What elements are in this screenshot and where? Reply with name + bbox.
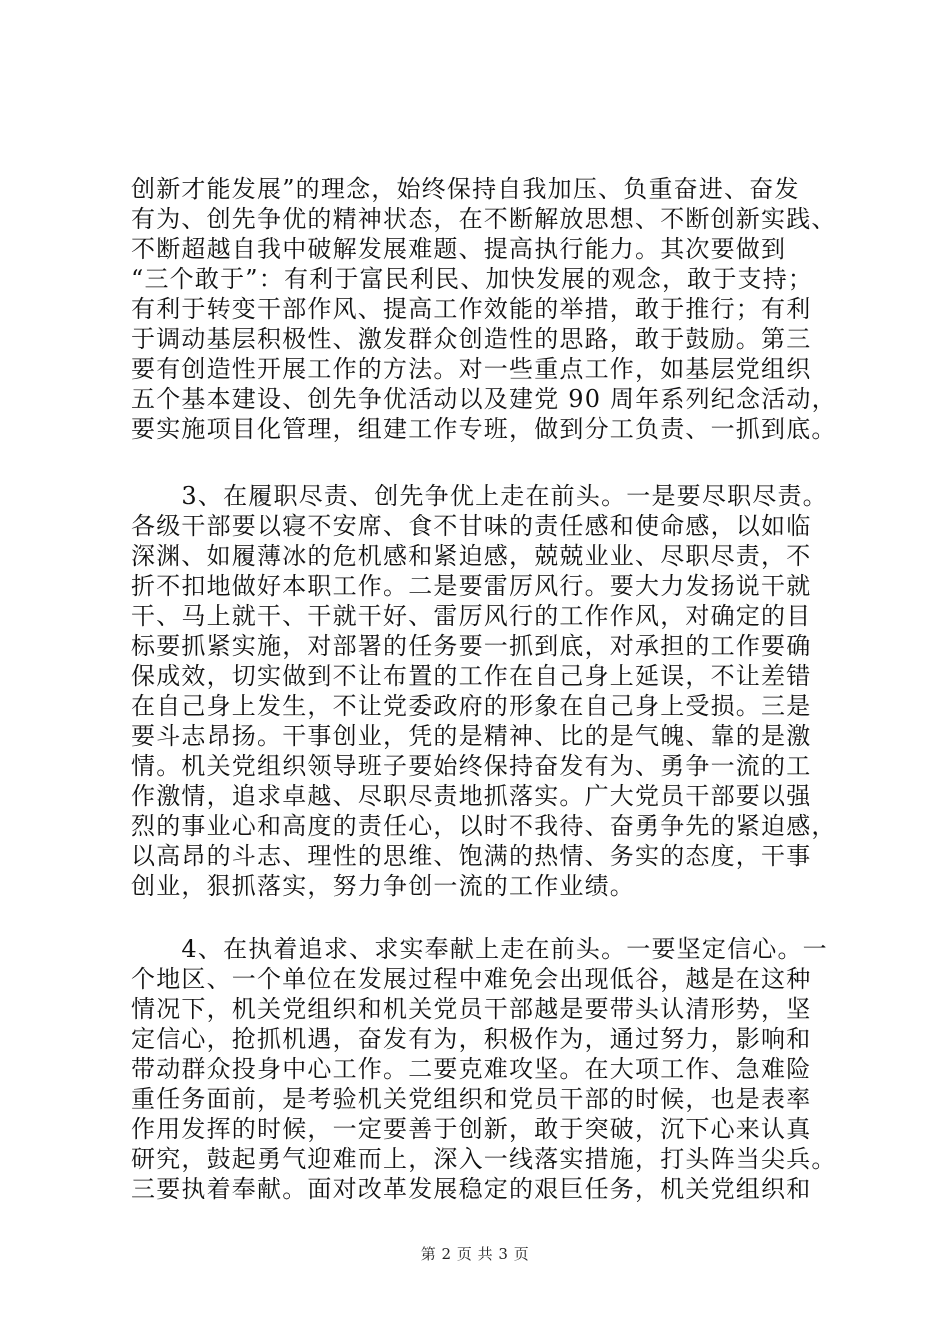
text-line: 重任务面前，是考验机关党组织和党员干部的时候，也是表率 [131, 1085, 812, 1113]
text-line: 保成效，切实做到不让布置的工作在自己身上延误，不让差错 [131, 662, 812, 690]
text-line: 创业，狠抓落实，努力争创一流的工作业绩。 [131, 872, 635, 900]
text-line: 要有创造性开展工作的方法。对一些重点工作，如基层党组织 [131, 355, 812, 383]
text-line: 不断超越自我中破解发展难题、提高执行能力。其次要做到 [131, 235, 787, 263]
text-line: 要实施项目化管理，组建工作专班，做到分工负责、一抓到底。 [131, 415, 837, 443]
text-line: 烈的事业心和高度的责任心，以时不我待、奋勇争先的紧迫感， [131, 812, 837, 840]
text-line: 要斗志昂扬。干事创业，凭的是精神、比的是气魄、靠的是激 [131, 722, 812, 750]
text-line: “三个敢于”：有利于富民利民、加快发展的观念，敢于支持； [131, 265, 814, 293]
text-line: 干、马上就干、干就干好、雷厉风行的工作作风，对确定的目 [131, 602, 812, 630]
text-line: 4、在执着追求、求实奉献上走在前头。一要坚定信心。一 [131, 935, 828, 963]
text-line: 在自己身上发生，不让党委政府的形象在自己身上受损。三是 [131, 692, 812, 720]
text-line: 研究，鼓起勇气迎难而上，深入一线落实措施，打头阵当尖兵。 [131, 1145, 837, 1173]
text-line: 定信心，抢抓机遇，奋发有为，积极作为，通过努力，影响和 [131, 1025, 812, 1053]
text-line: 各级干部要以寝不安席、食不甘味的责任感和使命感，以如临 [131, 512, 812, 540]
text-line: 于调动基层积极性、激发群众创造性的思路，敢于鼓励。第三 [131, 325, 812, 353]
text-line: 作用发挥的时候，一定要善于创新，敢于突破，沉下心来认真 [131, 1115, 812, 1143]
text-line: 3、在履职尽责、创先争优上走在前头。一是要尽职尽责。 [131, 482, 828, 510]
text-line: 创新才能发展”的理念，始终保持自我加压、负重奋进、奋发 [131, 175, 800, 203]
paragraph-4 [131, 934, 837, 1204]
text-line: 五个基本建设、创先争优活动以及建党 90 周年系列纪念活动， [131, 385, 837, 413]
text-line: 带动群众投身中心工作。二要克难攻坚。在大项工作、急难险 [131, 1055, 812, 1083]
text-line: 作激情，追求卓越、尽职尽责地抓落实。广大党员干部要以强 [131, 782, 812, 810]
paragraph-continuation [131, 174, 837, 444]
text-line: 情。机关党组织领导班子要始终保持奋发有为、勇争一流的工 [131, 752, 812, 780]
text-line: 有为、创先争优的精神状态，在不断解放思想、不断创新实践、 [131, 205, 837, 233]
text-line: 个地区、一个单位在发展过程中难免会出现低谷，越是在这种 [131, 965, 812, 993]
text-line: 标要抓紧实施，对部署的任务要一抓到底，对承担的工作要确 [131, 632, 812, 660]
text-line: 情况下，机关党组织和机关党员干部越是要带头认清形势，坚 [131, 995, 812, 1023]
page-footer: 第 2 页 共 3 页 [420, 1245, 530, 1263]
text-line: 三要执着奉献。面对改革发展稳定的艰巨任务，机关党组织和 [131, 1175, 812, 1203]
text-line: 深渊、如履薄冰的危机感和紧迫感，兢兢业业、尽职尽责，不 [131, 542, 812, 570]
text-line: 有利于转变干部作风、提高工作效能的举措，敢于推行；有利 [131, 295, 812, 323]
text-line: 以高昂的斗志、理性的思维、饱满的热情、务实的态度，干事 [131, 842, 812, 870]
paragraph-3 [131, 481, 837, 901]
text-line: 折不扣地做好本职工作。二是要雷厉风行。要大力发扬说干就 [131, 572, 812, 600]
